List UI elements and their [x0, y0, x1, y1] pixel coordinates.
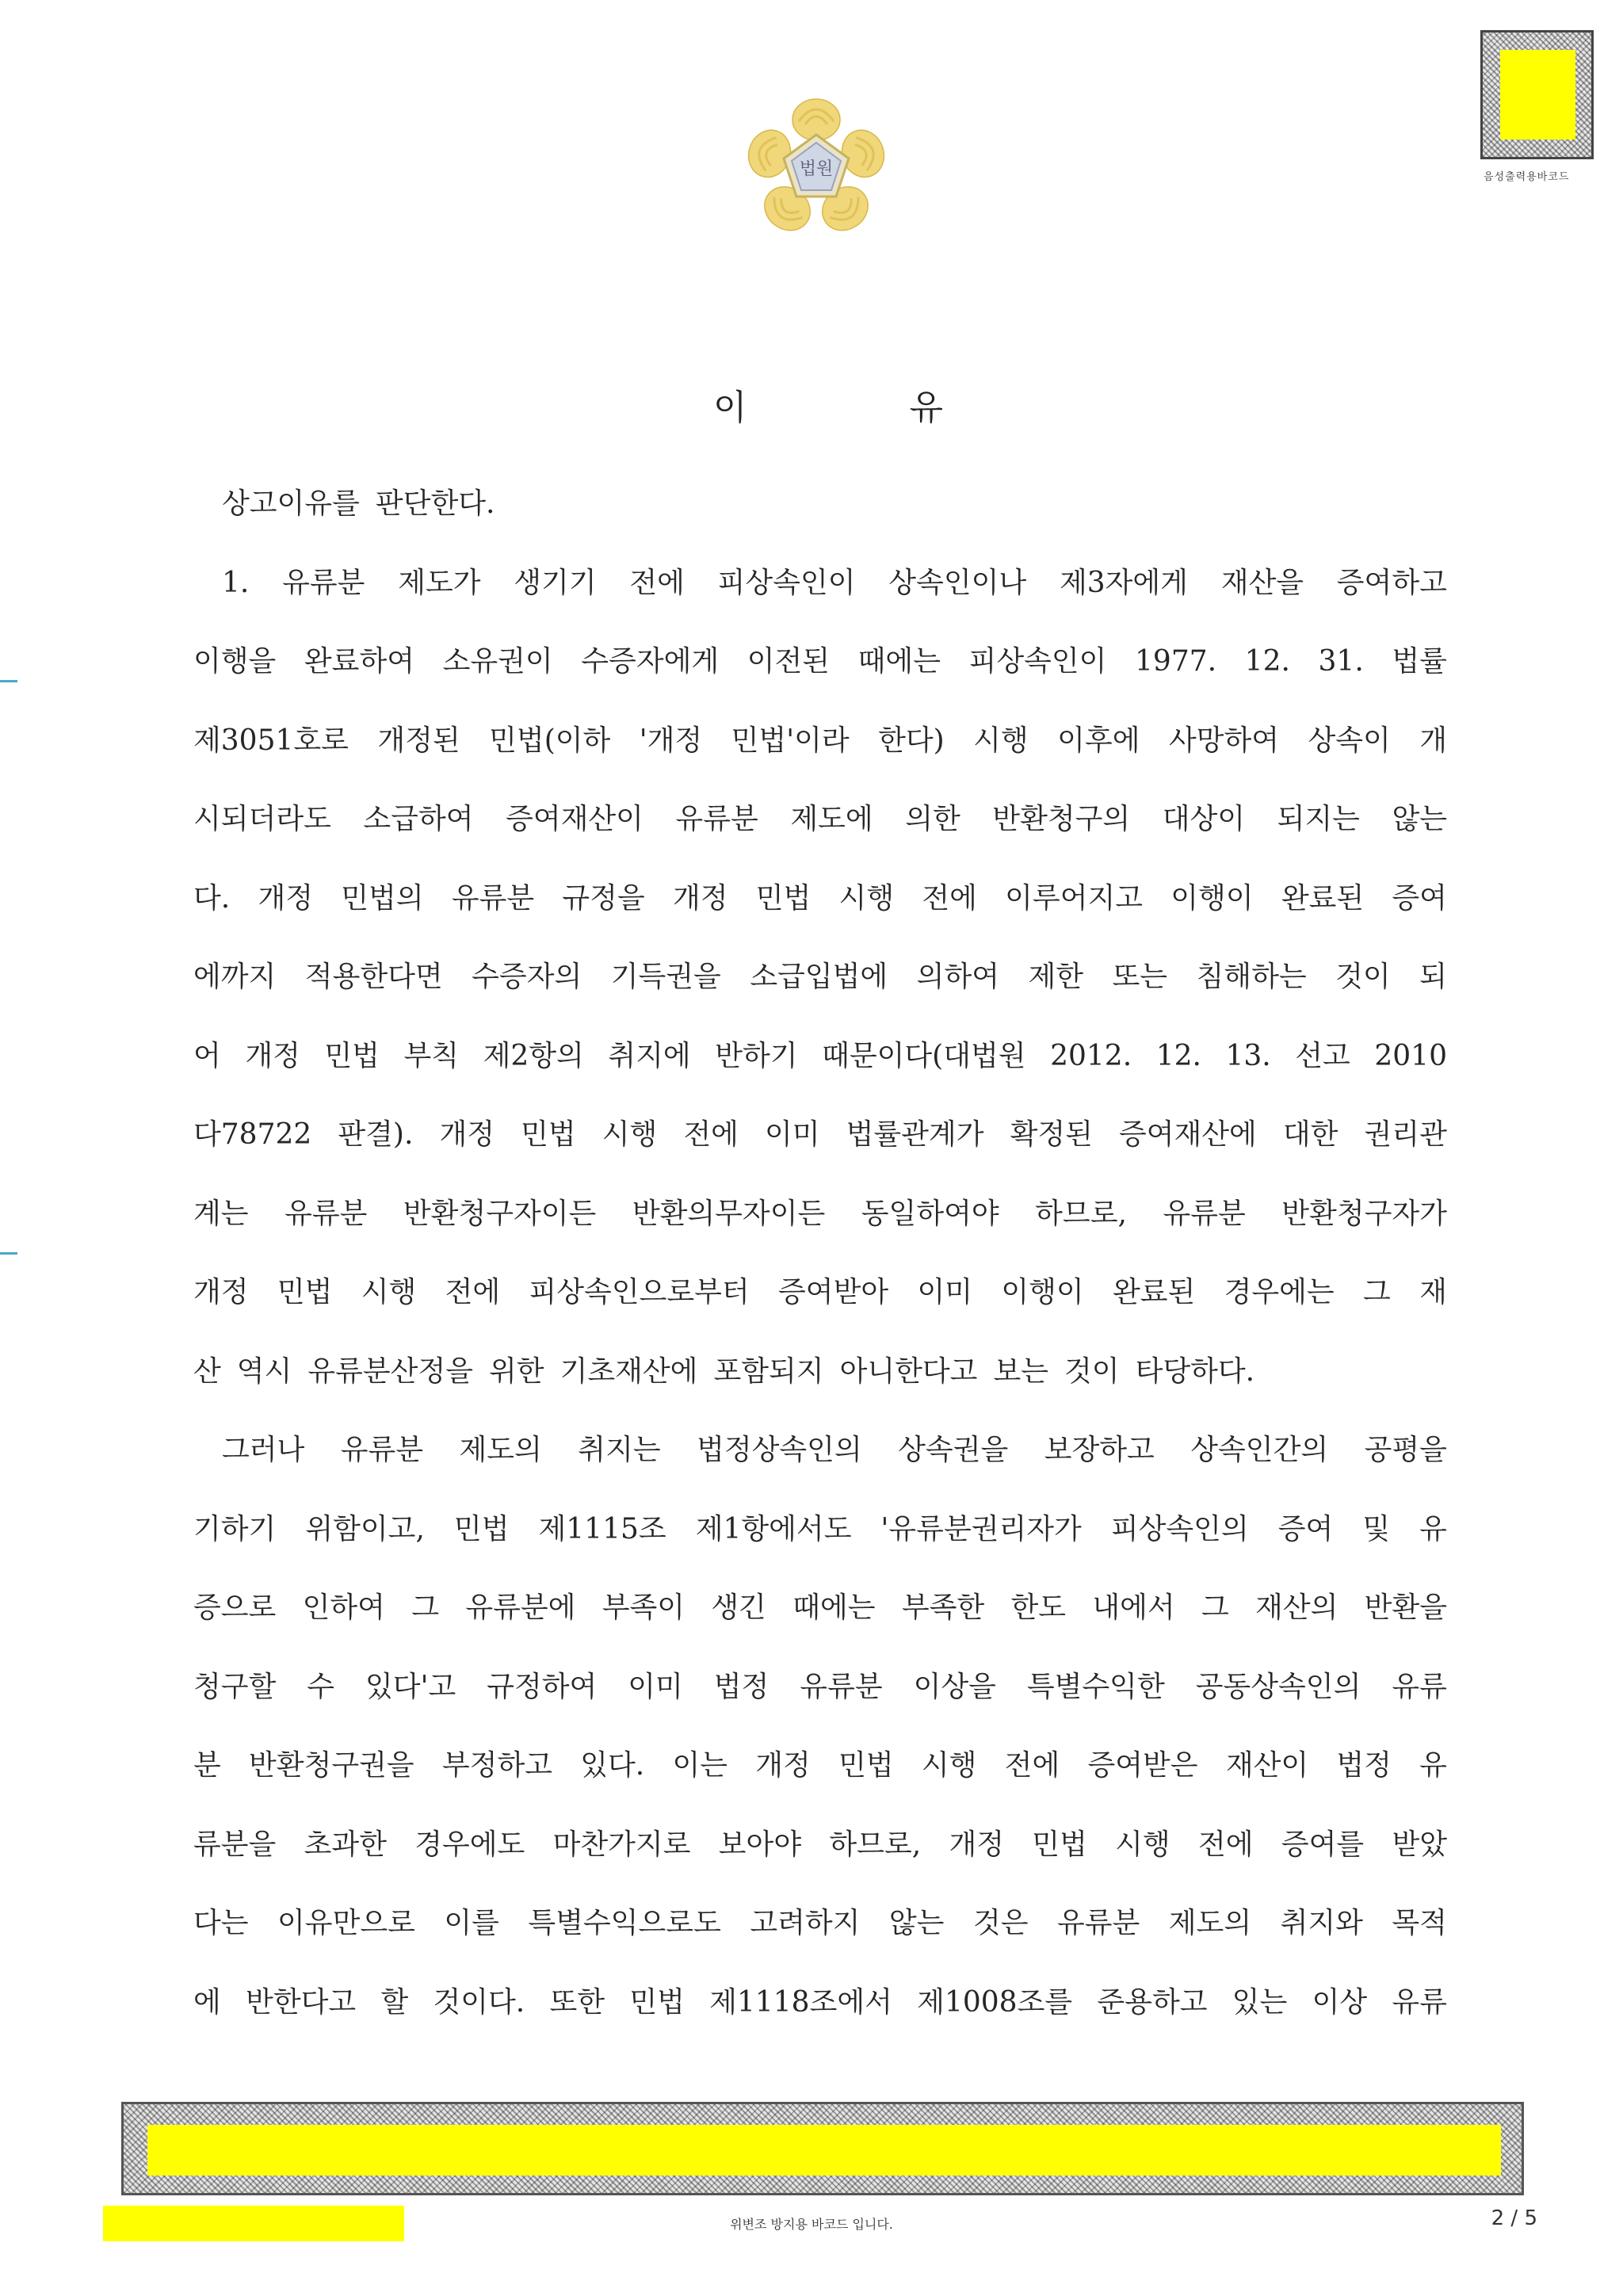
body-text	[193, 476, 1447, 2053]
redaction-block	[1500, 50, 1575, 139]
text-line: 상고이유를 판단한다.	[222, 487, 495, 520]
anti-forgery-barcode	[121, 2102, 1524, 2195]
text-line: 1. 유류분 제도가 생기기 전에 피상속인이 상속인이나 제3자에게 재산을 증여하고	[222, 566, 1447, 599]
text-line: 제3051호로 개정된 민법(이하 '개정 민법'이라 한다) 시행 이후에 사망하여 상속이 개	[193, 724, 1447, 757]
text-line: 에 반한다고 할 것이다. 또한 민법 제1118조에서 제1008조를 준용하고 있는 이상 유류	[193, 1985, 1447, 2019]
text-line: 청구할 수 있다'고 규정하여 이미 법정 유류분 이상을 특별수익한 공동상속인의 유류	[193, 1670, 1447, 1703]
text-line: 류분을 초과한 경우에도 마찬가지로 보아야 하므로, 개정 민법 시행 전에 증여를 받았	[193, 1828, 1447, 1861]
court-emblem-icon	[741, 94, 892, 244]
page-number: 2 / 5	[1491, 2206, 1537, 2230]
text-line: 다78722 판결). 개정 민법 시행 전에 이미 법률관계가 확정된 증여재산에 대한 권리관	[193, 1118, 1447, 1151]
text-line: 이행을 완료하여 소유권이 수증자에게 이전된 때에는 피상속인이 1977. 12. 31. 법률	[193, 645, 1447, 678]
text-line: 기하기 위함이고, 민법 제1115조 제1항에서도 '유류분권리자가 피상속인의 증여 및 유	[193, 1512, 1447, 1545]
margin-tick	[0, 1252, 17, 1255]
voice-barcode	[1480, 30, 1594, 159]
text-line: 증으로 인하여 그 유류분에 부족이 생긴 때에는 부족한 한도 내에서 그 재산의 반환을	[193, 1591, 1447, 1624]
text-line: 어 개정 민법 부칙 제2항의 취지에 반하기 때문이다(대법원 2012. 12. 13. 선고 2010	[193, 1039, 1447, 1072]
text-line: 에까지 적용한다면 수증자의 기득권을 소급입법에 의하여 제한 또는 침해하는 것이 되	[193, 961, 1447, 993]
barcode-note: 위변조 방지용 바코드 입니다.	[730, 2217, 893, 2232]
title-char: 이	[713, 388, 747, 428]
section-title	[713, 379, 943, 430]
voice-barcode-caption: 음성출력용바코드	[1484, 171, 1570, 183]
margin-tick	[0, 680, 17, 682]
title-char: 유	[909, 388, 943, 428]
svg-text:법원: 법원	[799, 159, 834, 179]
text-line: 계는 유류분 반환청구자이든 반환의무자이든 동일하여야 하므로, 유류분 반환청구자가	[193, 1197, 1447, 1230]
text-line: 다. 개정 민법의 유류분 규정을 개정 민법 시행 전에 이루어지고 이행이 완료된 증여	[193, 881, 1447, 915]
text-line: 시되더라도 소급하여 증여재산이 유류분 제도에 의한 반환청구의 대상이 되지는 않는	[193, 803, 1447, 835]
text-line: 분 반환청구권을 부정하고 있다. 이는 개정 민법 시행 전에 증여받은 재산이 법정 유	[193, 1749, 1447, 1782]
redaction-block	[147, 2125, 1501, 2176]
text-line: 개정 민법 시행 전에 피상속인으로부터 증여받아 이미 이행이 완료된 경우에는 그 재	[193, 1276, 1447, 1308]
text-line: 다는 이유만으로 이를 특별수익으로도 고려하지 않는 것은 유류분 제도의 취지와 목적	[193, 1907, 1447, 1939]
text-line: 그러나 유류분 제도의 취지는 법정상속인의 상속권을 보장하고 상속인간의 공평을	[222, 1434, 1447, 1466]
text-line: 산 역시 유류분산정을 위한 기초재산에 포함되지 아니한다고 보는 것이 타당하다.	[193, 1354, 1255, 1388]
